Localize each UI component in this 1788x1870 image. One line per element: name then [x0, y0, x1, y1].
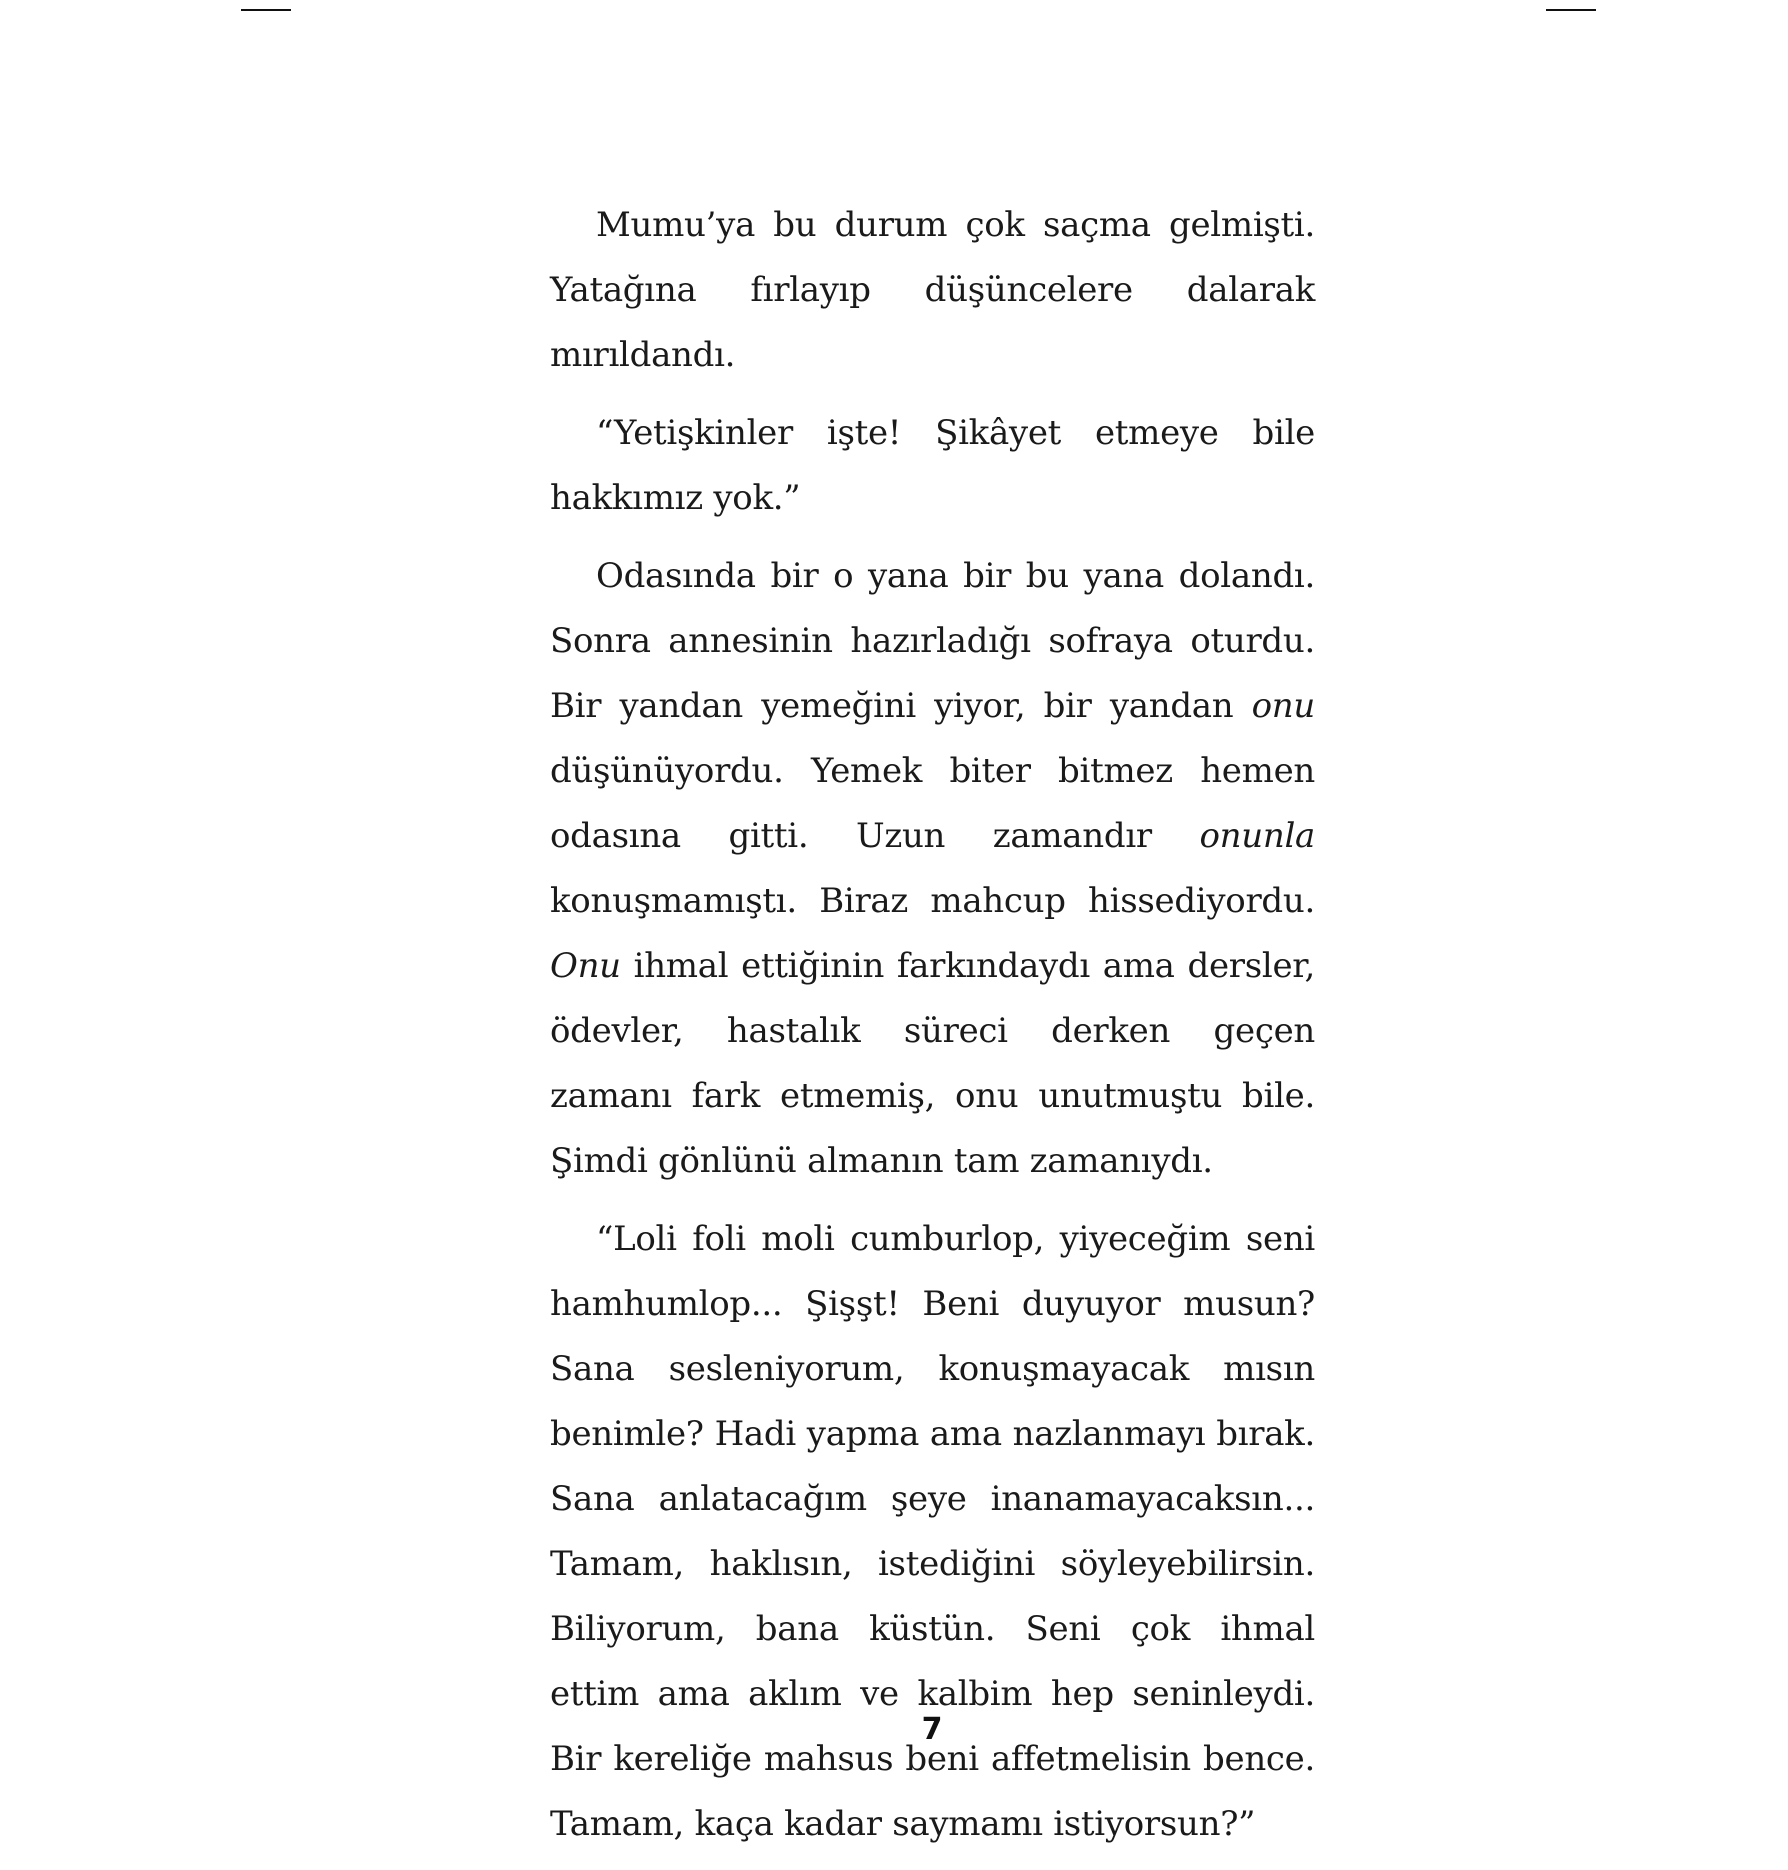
text-run: “Loli foli moli cumburlop, yiyeceğim seni hamhumlop... Şişşt! Beni duyuyor musun? Sana sesleniyorum, konuşmayacak mısın benimle? Hadi yapma ama nazlanmayı bırak. Sana anlatacağım şeye inanamayacaksın... Tamam, haklısın, istediğini söyleyebilirsin. Biliyorum, bana küstün. Seni çok ihmal ettim ama aklım ve kalbim hep seninleydi. Bir kereliğe mahsus beni affetmelisin bence. Tamam, kaça kadar saymamı istiyorsun?”	[550, 1219, 1315, 1844]
italic-run: onunla	[1199, 816, 1315, 856]
paragraph	[550, 193, 1315, 388]
paragraph	[550, 544, 1315, 1194]
body-text	[550, 193, 1315, 1870]
text-run: düşünüyordu. Yemek biter bitmez hemen odasına gitti. Uzun zamandır	[550, 751, 1315, 856]
paragraph	[550, 401, 1315, 531]
text-run: Odasında bir o yana bir bu yana dolandı. Sonra annesinin hazırladığı sofraya oturdu. Bir yandan yemeğini yiyor, bir yandan	[550, 556, 1315, 726]
italic-run: Onu	[550, 946, 621, 986]
crop-mark-left	[241, 9, 291, 11]
text-run: ihmal ettiğinin farkındaydı ama dersler, ödevler, hastalık süreci derken geçen zamanı fark etmemiş, onu unutmuştu bile. Şimdi gönlünü almanın tam zamanıydı.	[550, 946, 1315, 1181]
text-run: Mumu’ya bu durum çok saçma gelmişti. Yatağına fırlayıp düşüncelere dalarak mırıldandı.	[550, 205, 1315, 375]
paragraph	[550, 1207, 1315, 1857]
text-run: “Yetişkinler işte! Şikâyet etmeye bile hakkımız yok.”	[550, 413, 1315, 518]
crop-mark-right	[1546, 9, 1596, 11]
page-number: 7	[921, 1712, 943, 1747]
italic-run: onu	[1251, 686, 1315, 726]
text-run: konuşmamıştı. Biraz mahcup hissediyordu.	[550, 881, 1315, 921]
